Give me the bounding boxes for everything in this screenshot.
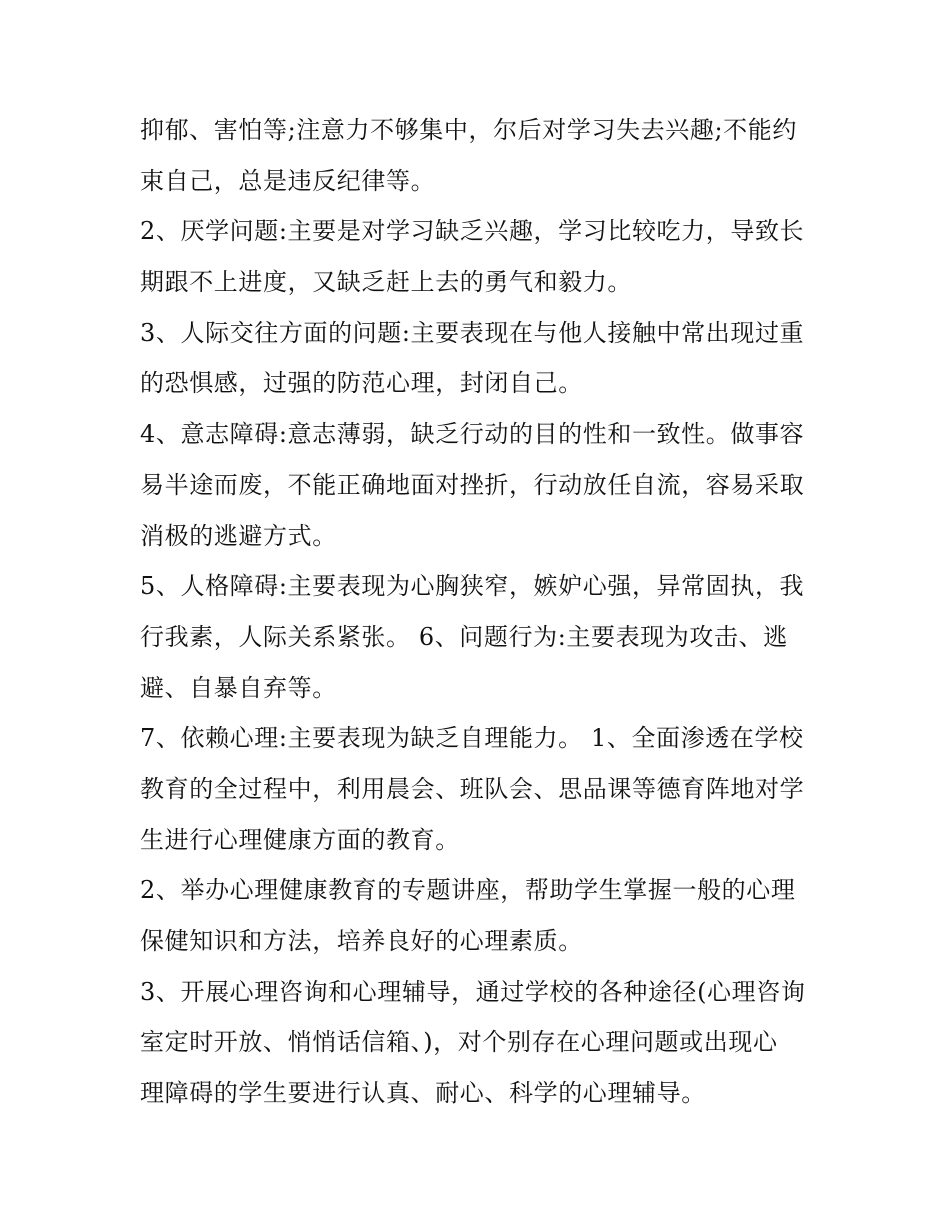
text-line: 4、意志障碍:意志薄弱，缺乏行动的目的性和一致性。做事容: [140, 420, 805, 448]
text-line: 的恐惧感，过强的防范心理，封闭自己。: [140, 369, 583, 397]
text-line: 3、人际交往方面的问题:主要表现在与他人接触中常出现过重: [140, 319, 805, 347]
text-line: 5、人格障碍:主要表现为心胸狭窄，嫉妒心强，异常固执，我: [140, 572, 805, 600]
text-line: 生进行心理健康方面的教育。: [140, 826, 460, 854]
text-line: 7、依赖心理:主要表现为缺乏自理能力。 1、全面渗透在学校: [140, 724, 804, 752]
text-line: 易半途而废，不能正确地面对挫折，行动放任自流，容易采取: [140, 471, 805, 499]
text-line: 教育的全过程中，利用晨会、班队会、思品课等德育阵地对学: [140, 775, 805, 803]
text-line: 行我素，人际关系紧张。 6、问题行为:主要表现为攻击、逃: [140, 623, 788, 651]
text-line: 保健知识和方法，培养良好的心理素质。: [140, 927, 583, 955]
text-line: 2、厌学问题:主要是对学习缺乏兴趣，学习比较吃力，导致长: [140, 217, 805, 245]
text-line: 理障碍的学生要进行认真、耐心、科学的心理辅导。: [140, 1079, 706, 1107]
text-line: 抑郁、害怕等;注意力不够集中，尔后对学习失去兴趣;不能约: [140, 116, 797, 144]
text-line: 2、举办心理健康教育的专题讲座，帮助学生掌握一般的心理: [140, 876, 796, 904]
text-line: 期跟不上进度，又缺乏赶上去的勇气和毅力。: [140, 268, 632, 296]
text-line: 3、开展心理咨询和心理辅导，通过学校的各种途径(心理咨询: [140, 978, 806, 1006]
text-line: 束自己，总是违反纪律等。: [140, 167, 436, 195]
text-line: 消极的逃避方式。: [140, 522, 337, 550]
text-line: 室定时开放、悄悄话信箱、)，对个别存在心理问题或出现心: [140, 1028, 778, 1056]
text-line: 避、自暴自弃等。: [140, 674, 337, 702]
